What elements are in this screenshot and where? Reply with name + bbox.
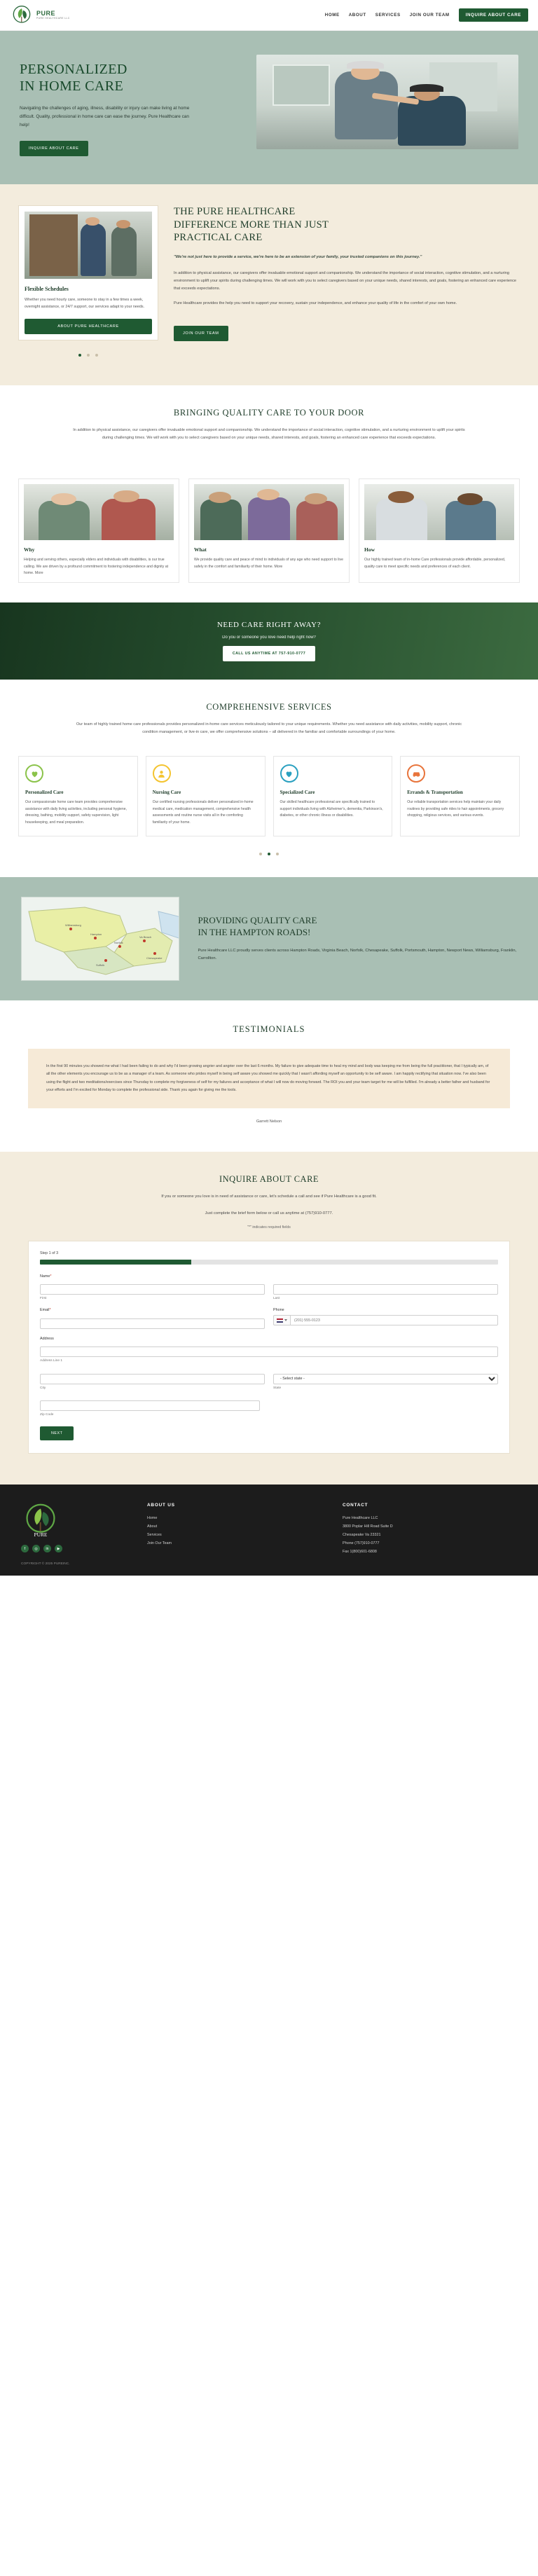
quality-card-body-what: We provide quality care and peace of mind to individuals of any age who need support to live safely in the comfort and familiarity of their home. More — [194, 558, 344, 569]
footer-contact-street: 3800 Poplar Hill Road Suite D — [343, 1524, 393, 1529]
quality-cards — [0, 463, 538, 583]
quality-card-title-why: Why — [24, 546, 35, 553]
nurse-icon — [153, 764, 171, 783]
footer-brand — [21, 1503, 126, 1566]
required-fields-note: "*" indicates required fields — [247, 1225, 291, 1230]
call-us-button[interactable]: CALL US ANYTIME AT 757-910-0777 — [223, 646, 315, 661]
footer-contact-fax: Fax 1(800)601-6808 — [343, 1549, 377, 1554]
testimonials-heading: TESTIMONIALS — [233, 1024, 305, 1035]
footer-about-column — [147, 1503, 322, 1566]
services-grid — [0, 742, 538, 836]
city-sublabel: City — [40, 1386, 46, 1390]
first-name-sublabel: First — [40, 1297, 47, 1301]
service-card-specialized-care[interactable] — [273, 756, 393, 836]
difference-heading — [174, 205, 520, 245]
services-heading: COMPREHENSIVE SERVICES — [206, 701, 332, 712]
address-line1-sublabel: Address Line 1 — [40, 1359, 62, 1363]
form-step-label: Step 1 of 3 — [40, 1251, 59, 1255]
hero-title-line1: PERSONALIZED — [20, 62, 127, 77]
quality-more-link-why[interactable]: More — [34, 571, 43, 576]
services-carousel-dot-2[interactable] — [268, 853, 270, 855]
hero-body: Navigating the challenges of aging, illness, disability or injury can make living at home difficult. Quality, professional in home care can ease the journey. Pure Healthcare can help! — [20, 106, 190, 128]
email-input[interactable] — [40, 1318, 265, 1329]
footer-about-heading: ABOUT US — [147, 1503, 175, 1508]
difference-copy — [174, 205, 520, 360]
service-title-nursing-care: Nursing Care — [152, 790, 181, 796]
services-body: Our team of highly trained home care professionals provides personalized in-home care services meticulously tailored to your unique requirements. Whether you need assistance with daily activities, mobility support, chronic condition management, or live-in care, we offer comprehensive solutions – all delivered in the familiar and comfortable surroundings of your home. — [76, 722, 462, 735]
quality-section — [0, 385, 538, 463]
site-logo[interactable] — [10, 5, 70, 26]
testimonials-section — [0, 1000, 538, 1152]
hero-copy — [20, 55, 242, 156]
flexible-schedules-photo — [25, 212, 152, 279]
footer-leaf-logo-icon — [21, 1503, 60, 1538]
difference-heading-line3: PRACTICAL CARE — [174, 232, 263, 244]
inquire-heading: INQUIRE ABOUT CARE — [219, 1174, 319, 1185]
nav-item-home[interactable]: HOME — [324, 13, 340, 18]
last-name-sublabel: Last — [273, 1297, 280, 1301]
quality-card-body-why: Helping and serving others, especially elders and individuals with disabilities, is our true calling. We are driven by a profound commitment to fostering independence and dignity at home. More — [24, 558, 169, 576]
last-name-input[interactable] — [273, 1284, 498, 1295]
flexible-schedules-card-wrap — [18, 205, 158, 360]
footer-link-join-our-team[interactable]: Join Our Team — [147, 1541, 172, 1545]
address-line1-input[interactable] — [40, 1346, 498, 1357]
logo-tagline: PURE HEALTHCARE LLC — [36, 17, 70, 20]
footer-contact-city: Chesapeake Va 23321 — [343, 1532, 381, 1537]
leaf-logo-icon — [10, 5, 34, 26]
quality-card-title-what: What — [194, 546, 207, 553]
flexible-schedules-title: Flexible Schedules — [25, 285, 69, 292]
specialized-care-icon — [280, 764, 298, 783]
address-field-label: Address — [40, 1336, 54, 1341]
transport-icon — [407, 764, 425, 783]
banner-heading: NEED CARE RIGHT AWAY? — [216, 620, 322, 629]
services-carousel-dot-1[interactable] — [259, 853, 262, 855]
form-next-button[interactable]: NEXT — [40, 1426, 74, 1440]
testimonial-card — [28, 1049, 510, 1108]
service-card-errands-transportation[interactable] — [400, 756, 520, 836]
footer-contact-column — [343, 1503, 517, 1566]
footer-link-about[interactable]: About — [147, 1524, 158, 1529]
about-pure-healthcare-button[interactable]: ABOUT PURE HEALTHCARE — [25, 319, 152, 334]
join-our-team-button[interactable]: JOIN OUR TEAM — [174, 326, 228, 341]
youtube-icon[interactable]: ▶ — [55, 1545, 62, 1552]
svg-text:Hampton: Hampton — [90, 932, 102, 937]
us-flag-icon — [277, 1318, 283, 1323]
form-progress-bar — [40, 1260, 498, 1265]
service-title-errands-transportation: Errands & Transportation — [407, 790, 463, 796]
site-header — [0, 0, 538, 31]
state-sublabel: State — [273, 1386, 282, 1390]
quality-photo-how — [364, 484, 514, 540]
service-area-section — [0, 877, 538, 1000]
phone-country-selector[interactable] — [273, 1315, 290, 1325]
quality-more-link-what[interactable]: More — [274, 564, 283, 569]
carousel-dot-3[interactable] — [95, 354, 98, 357]
carousel-dot-2[interactable] — [87, 354, 90, 357]
email-field-label: Email* — [40, 1308, 51, 1313]
footer-contact-company: Pure Healthcare LLC — [343, 1516, 378, 1521]
service-area-copy — [198, 915, 517, 963]
testimonial-quote: In the first 90 minutes you showed me what I had been failing to do and why I'd been growing angrier and angrier over the last 6 months. My failure to give adequate time to heal my mind and body was keeping me from being the full practitioner, that I typically am, of all the other elements you encourage us to be as a manager of a team. As someone who prides myself in being self aware you showed me quickly that I wasn't affording myself an opportunity to be self aware. I am happily rectifying that situation now. I've also been using the flight and two meditations/exercises since Thursday to complete my forgiveness of self for my failures and acceptance of what I will now do moving forward. The ROI you and your team target for me will be fulfilled. I'm already a better father and husband for your efforts and I'm excited for Monday to complete the professional side. Thank you again for giving me the tools. — [46, 1064, 490, 1093]
difference-quote: "We're not just here to provide a service, we're here to be an extension of your family, your trusted companions on this journey." — [174, 255, 422, 260]
quality-photo-why — [24, 484, 174, 540]
difference-heading-line1: THE PURE HEALTHCARE — [174, 205, 296, 217]
service-area-body: Pure Healthcare LLC proudly serves clients across Hampton Roads, Virginia Beach, Norfolk, Chesapeake, Suffolk, Portsmouth, Hampton, Newport News, Williamsburg, Franklin, Carrollton. — [198, 948, 517, 960]
hero-section — [0, 31, 538, 184]
difference-section — [0, 184, 538, 385]
difference-carousel-dots — [18, 347, 158, 360]
quality-card-body-how: Our highly trained team of in-home Care professionals provide affordable, personalized, quality care to meet specific needs and preferences of each client. — [364, 558, 506, 569]
footer-link-home[interactable]: Home — [147, 1516, 158, 1521]
heart-hands-icon — [25, 764, 43, 783]
footer-link-services[interactable]: Services — [147, 1532, 162, 1537]
banner-subheading: Do you or someone you love need help right now? — [222, 635, 316, 640]
quality-body: In addition to physical assistance, our caregivers offer invaluable emotional support and companionship. We understand the importance of social interaction, cognitive stimulation, and a nurturing environment to uplift your spirits during challenging times. We will work with you to select caregivers based on your unique needs, shared interests, and goals, fostering an enhanced care experience that exceeds expectations. — [73, 427, 465, 440]
name-field-label: Name* — [40, 1274, 52, 1279]
hero-image-wrap — [256, 55, 518, 149]
service-title-specialized-care: Specialized Care — [280, 790, 315, 796]
hero-title — [20, 62, 242, 95]
service-title-personalized-care: Personalized Care — [25, 790, 64, 796]
service-card-personalized-care[interactable] — [18, 756, 138, 836]
difference-paragraph-1: In addition to physical assistance, our caregivers offer invaluable emotional support and companionship. We understand the importance of social interaction, cognitive stimulation, and a nurturing environment to uplift your spirits during challenging times. We will work with you to select caregivers based on your unique needs, shared interests, and goals, fostering an enhanced care experience that exceeds expectations. — [174, 271, 516, 291]
svg-text:PURE: PURE — [34, 1531, 48, 1538]
hero-inquire-button[interactable]: INQUIRE ABOUT CARE — [20, 141, 88, 156]
phone-input[interactable] — [290, 1315, 498, 1325]
quality-photo-what — [194, 484, 344, 540]
main-nav — [325, 8, 528, 22]
nav-item-about[interactable]: ABOUT — [348, 13, 366, 18]
instagram-icon[interactable]: ◎ — [32, 1545, 40, 1552]
testimonial-author: Garrett Nelson — [256, 1120, 282, 1124]
quality-card-what — [188, 478, 350, 583]
inquire-lead-2: Just complete the brief form below or call us anytime at (757)910-0777. — [205, 1211, 333, 1215]
service-area-heading-line2: IN THE HAMPTON ROADS! — [198, 926, 311, 937]
footer-copyright: COPYRIGHT © 2025 PUREINC. — [21, 1562, 70, 1566]
first-name-input[interactable] — [40, 1284, 265, 1295]
service-area-heading — [198, 915, 517, 939]
quality-card-title-how: How — [364, 546, 375, 553]
inquire-section — [0, 1152, 538, 1485]
nav-item-services[interactable]: SERVICES — [375, 13, 401, 18]
carousel-dot-1[interactable] — [78, 354, 81, 357]
svg-text:Williamsburg: Williamsburg — [65, 923, 81, 928]
site-footer — [0, 1485, 538, 1576]
service-body-personalized-care: Our compassionate home care team provides comprehensive assistance with daily living activities, including personal hygiene, dressing, bathing, mobility support, safety supervision, light housekeeping, and meal preparation. — [25, 800, 127, 825]
phone-field-label: Phone — [273, 1308, 284, 1313]
chevron-down-icon — [284, 1319, 287, 1321]
svg-text:Chesapeake: Chesapeake — [146, 956, 163, 960]
city-input[interactable] — [40, 1374, 265, 1384]
quality-card-how — [359, 478, 520, 583]
footer-socials — [21, 1545, 126, 1552]
facebook-icon[interactable]: f — [21, 1545, 29, 1552]
services-carousel-dots — [0, 846, 538, 859]
zip-code-input[interactable] — [40, 1400, 260, 1411]
flexible-schedules-card — [18, 205, 158, 340]
service-body-nursing-care: Our certified nursing professionals deliver personalized in-home medical care, medication management, comprehensive health assessments and routine nurse visits all in the comforting familiarity of your home. — [152, 800, 254, 825]
service-card-nursing-care[interactable] — [146, 756, 265, 836]
svg-text:Norfolk: Norfolk — [114, 941, 123, 945]
logo-wordmark: PURE — [36, 10, 56, 17]
inquiry-form — [28, 1241, 510, 1454]
need-care-banner — [0, 602, 538, 680]
nav-inquire-button[interactable]: INQUIRE ABOUT CARE — [459, 8, 528, 22]
zip-code-sublabel: Zip Code — [40, 1413, 54, 1417]
difference-heading-line2: DIFFERENCE MORE THAN JUST — [174, 219, 329, 230]
linkedin-icon[interactable]: in — [43, 1545, 51, 1552]
hampton-roads-map — [21, 897, 179, 981]
footer-contact-heading: CONTACT — [343, 1503, 368, 1508]
inquire-lead-1: If you or someone you love is in need of assistance or care, let's schedule a call and see if Pure Healthcare is a good fit. — [161, 1194, 377, 1199]
svg-text:Va Beach: Va Beach — [139, 935, 152, 939]
quality-heading: BRINGING QUALITY CARE TO YOUR DOOR — [173, 407, 365, 418]
quality-card-why — [18, 478, 179, 583]
hero-title-line2: IN HOME CARE — [20, 78, 124, 94]
svg-text:Suffolk: Suffolk — [96, 963, 105, 967]
service-body-specialized-care: Our skilled healthcare professional are specifically trained to support individuals living with Alzheimer's, dementia, Parkinson's, diabetes, or other chronic illness or disabilities. — [280, 800, 383, 818]
hero-photo — [256, 55, 518, 149]
service-body-errands-transportation: Our reliable transportation services help maintain your daily routines by providing safe rides to hair appointments, grocery shopping, religious services, and various events. — [407, 800, 504, 818]
service-area-heading-line1: PROVIDING QUALITY CARE — [198, 914, 317, 925]
services-section — [0, 680, 538, 742]
state-select[interactable] — [273, 1374, 498, 1384]
difference-paragraph-2: Pure Healthcare provides the help you need to support your recovery, sustain your independence, and enhance your quality of life in the comfort of your own home. — [174, 301, 457, 305]
flexible-schedules-body: Whether you need hourly care, someone to stay in a few times a week, overnight assistance, or 24/7 support, our services adapt to your needs. — [25, 297, 145, 309]
nav-item-join-our-team[interactable]: JOIN OUR TEAM — [409, 13, 450, 18]
services-carousel-dot-3[interactable] — [276, 853, 279, 855]
footer-contact-phone[interactable]: Phone (757)910-0777 — [343, 1541, 380, 1545]
